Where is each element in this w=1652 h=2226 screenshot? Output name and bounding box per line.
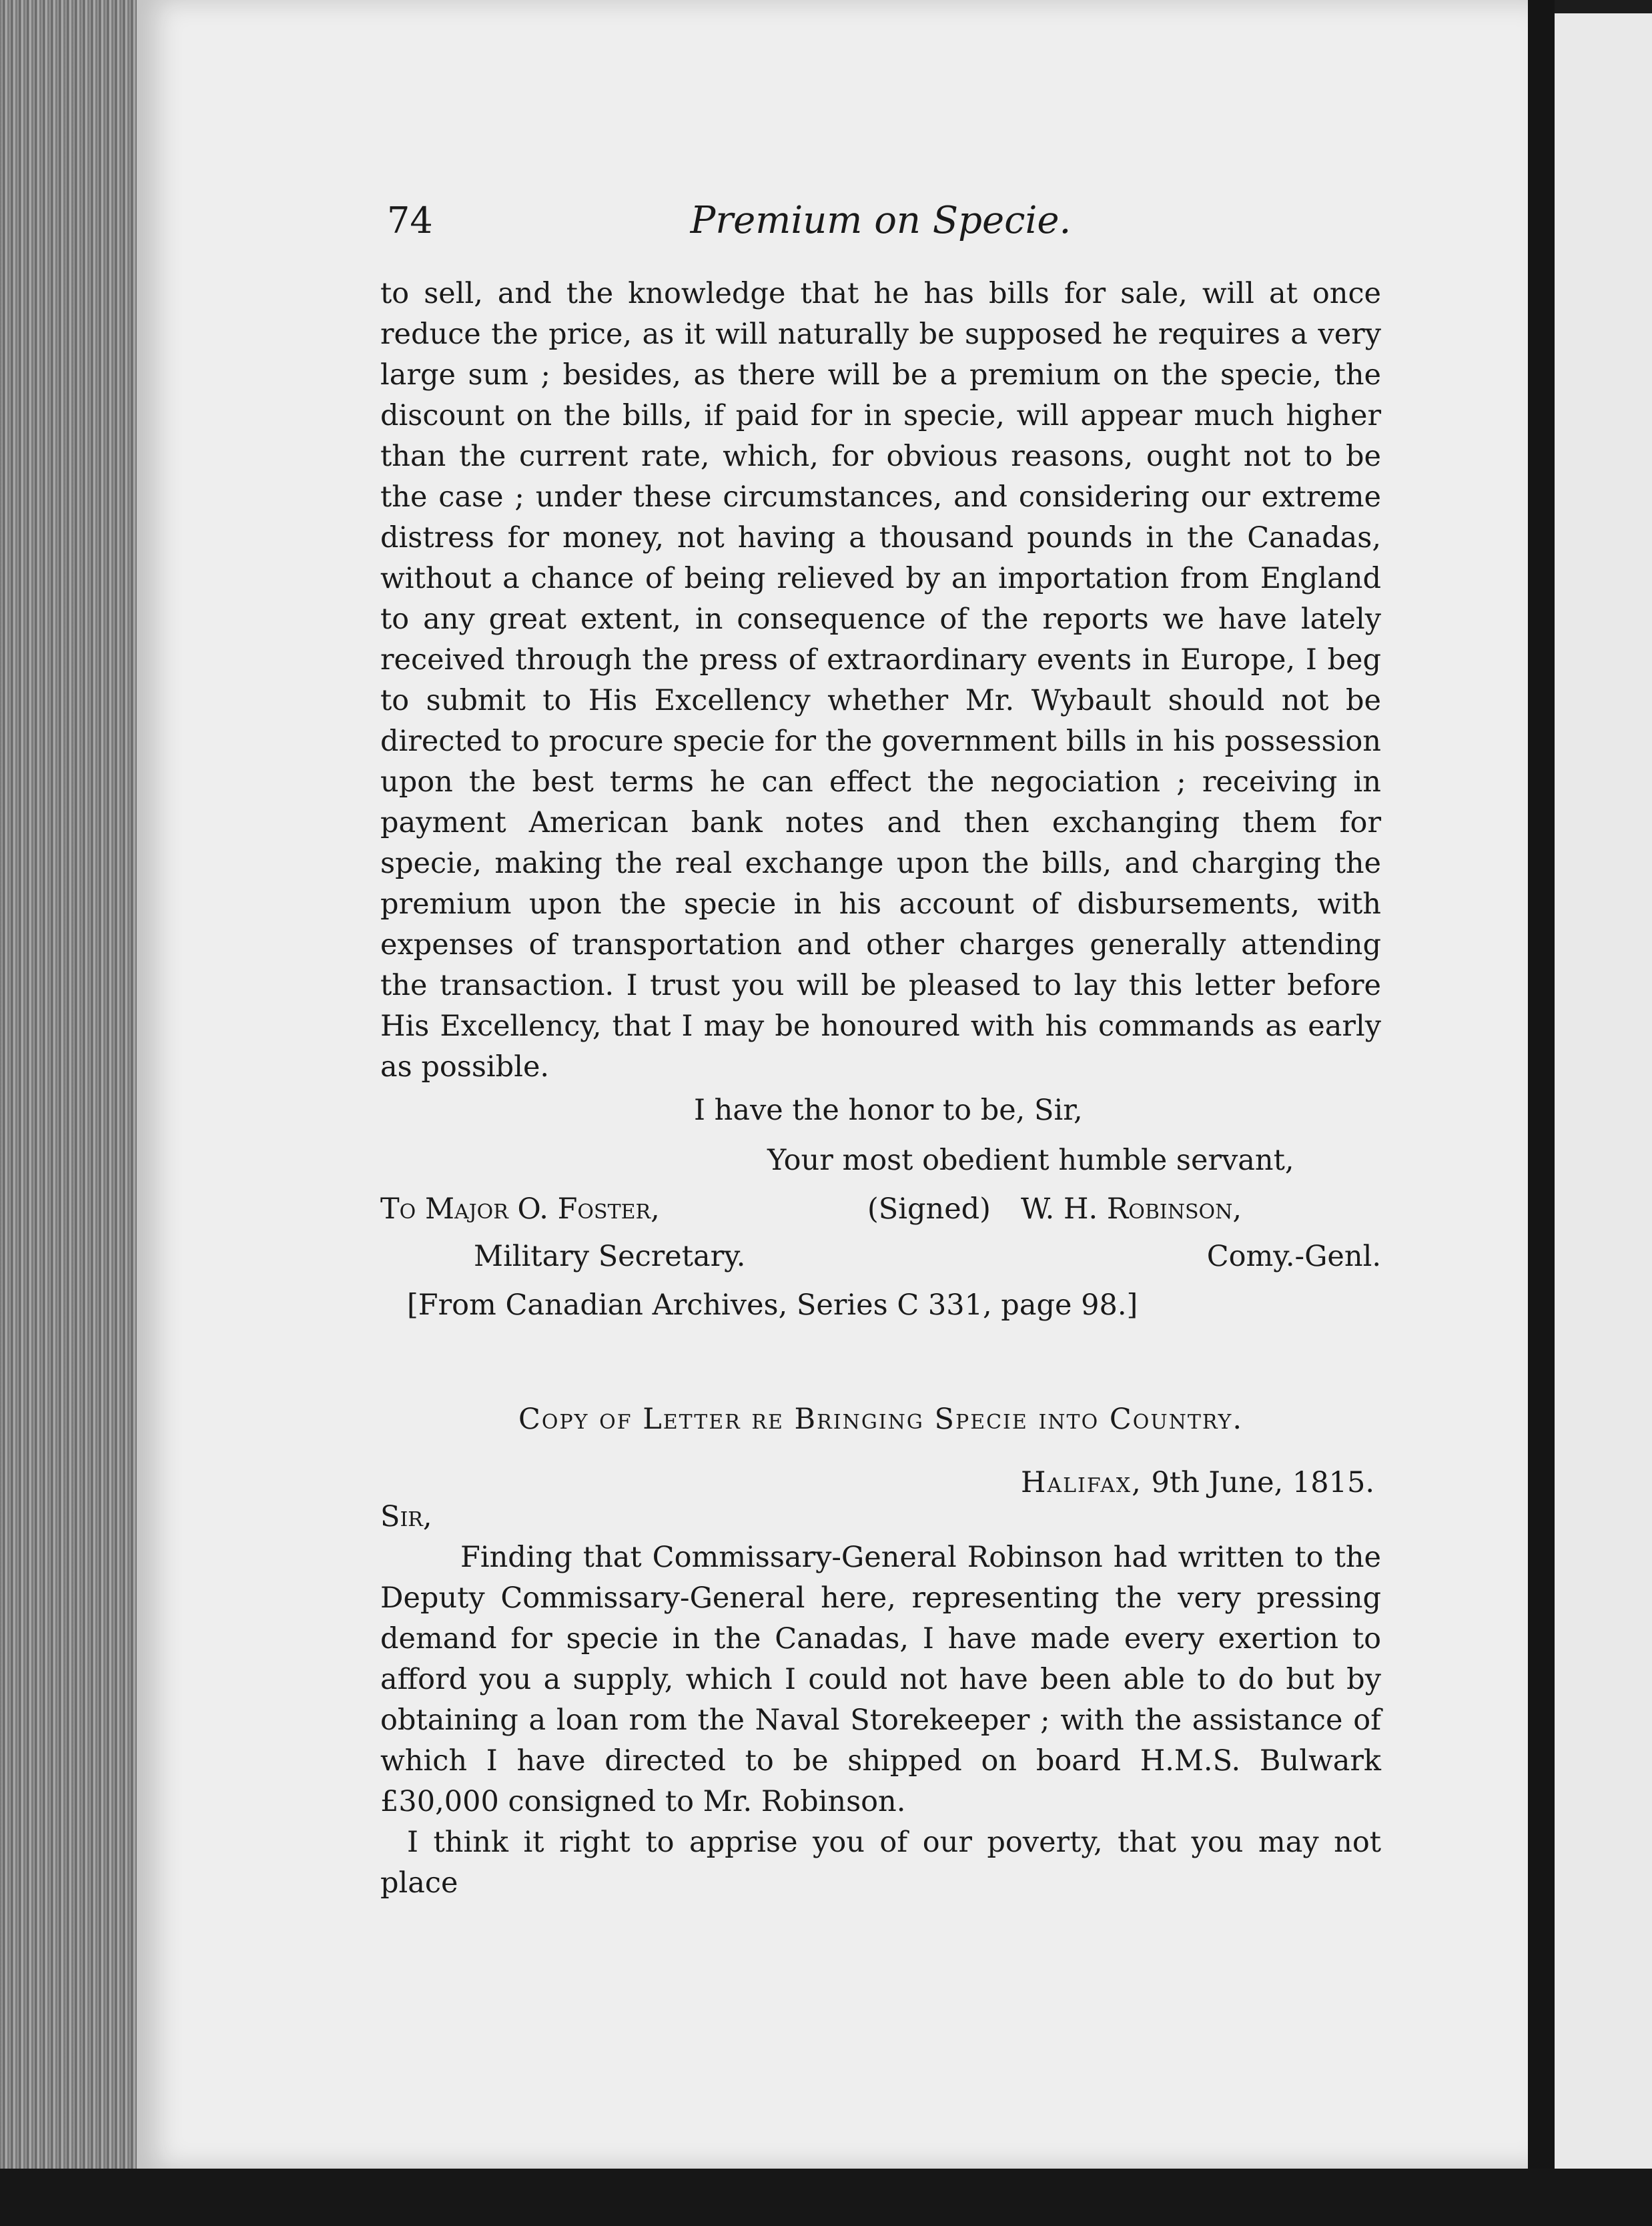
addressee: To Major O. Foster, (380, 1192, 660, 1226)
letter1-closing-1: I have the honor to be, Sir, (694, 1094, 1083, 1127)
signature-titles-row (380, 1236, 1381, 1277)
place: Halifax, (1020, 1466, 1142, 1499)
archive-source: [From Canadian Archives, Series C 331, page 98.] (407, 1288, 1138, 1322)
signatory-title: Comy.-Genl. (1206, 1240, 1381, 1273)
running-head: Premium on Specie. (690, 199, 1072, 242)
signed-mark: (Signed) (867, 1192, 991, 1226)
gutter-shadow (1528, 0, 1555, 2226)
date: 9th June, 1815. (1151, 1466, 1374, 1499)
signatory: W. H. Robinson, (1021, 1192, 1242, 1226)
letter2-paragraph-2: I think it right to apprise you of our poverty, that you may not place (380, 1826, 1381, 1900)
letter2-paragraph-1: Finding that Commissary-General Robinson had written to the Deputy Commissary-General here, representing the very pressing demand for specie in the Canadas, I have made every exertion to afford you a supply, which I could not have been able to do but by obtaining a loan rom the Naval Storekeeper ; with the assistance of which I have directed to be shipped on board H.M.S. Bulwark £30,000 consigned to Mr. Robinson. (380, 1541, 1381, 1818)
facing-page-edge (1555, 13, 1652, 2182)
page-text (380, 187, 1381, 1904)
section-title: Copy of Letter re Bringing Specie into Country. (518, 1403, 1244, 1436)
page-header (380, 187, 1381, 260)
addressee-title: Military Secretary. (474, 1240, 746, 1273)
salutation: Sir, (380, 1500, 432, 1533)
page-edges (0, 0, 153, 2226)
page-number: 74 (387, 200, 433, 242)
bottom-shadow (0, 2169, 1652, 2226)
letter1-body: to sell, and the knowledge that he has bills for sale, will at once reduce the price, as it will naturally be supposed he requires a very large sum ; besides, as there will be a premium on the specie, the discount on the bills, if paid for in specie, will appear much higher than the current rate, which, for obvious reasons, ought not to be the case ; under these circumstances, and considering our extreme distress for money, not having a thousand pounds in the Canadas, without a chance of being relieved by an importation from England to any great extent, in consequence of the reports we have lately received through the press of extraordinary events in Europe, I beg to submit to His Excellency whether Mr. Wybault should not be directed to procure specie for the government bills in his possession upon the best terms he can effect the negociation ; receiving in payment American bank notes and then exchanging them for specie, making the real exchange upon the bills, and charging the premium upon the specie in his account of disbursements, with expenses of transportation and other charges generally attending the transaction. I trust you will be pleased to lay this letter before His Excellency, that I may be honoured with his commands as early as possible. (380, 277, 1381, 1084)
letter1-closing-2: Your most obedient humble servant, (767, 1144, 1294, 1177)
signature-row (380, 1189, 1381, 1230)
